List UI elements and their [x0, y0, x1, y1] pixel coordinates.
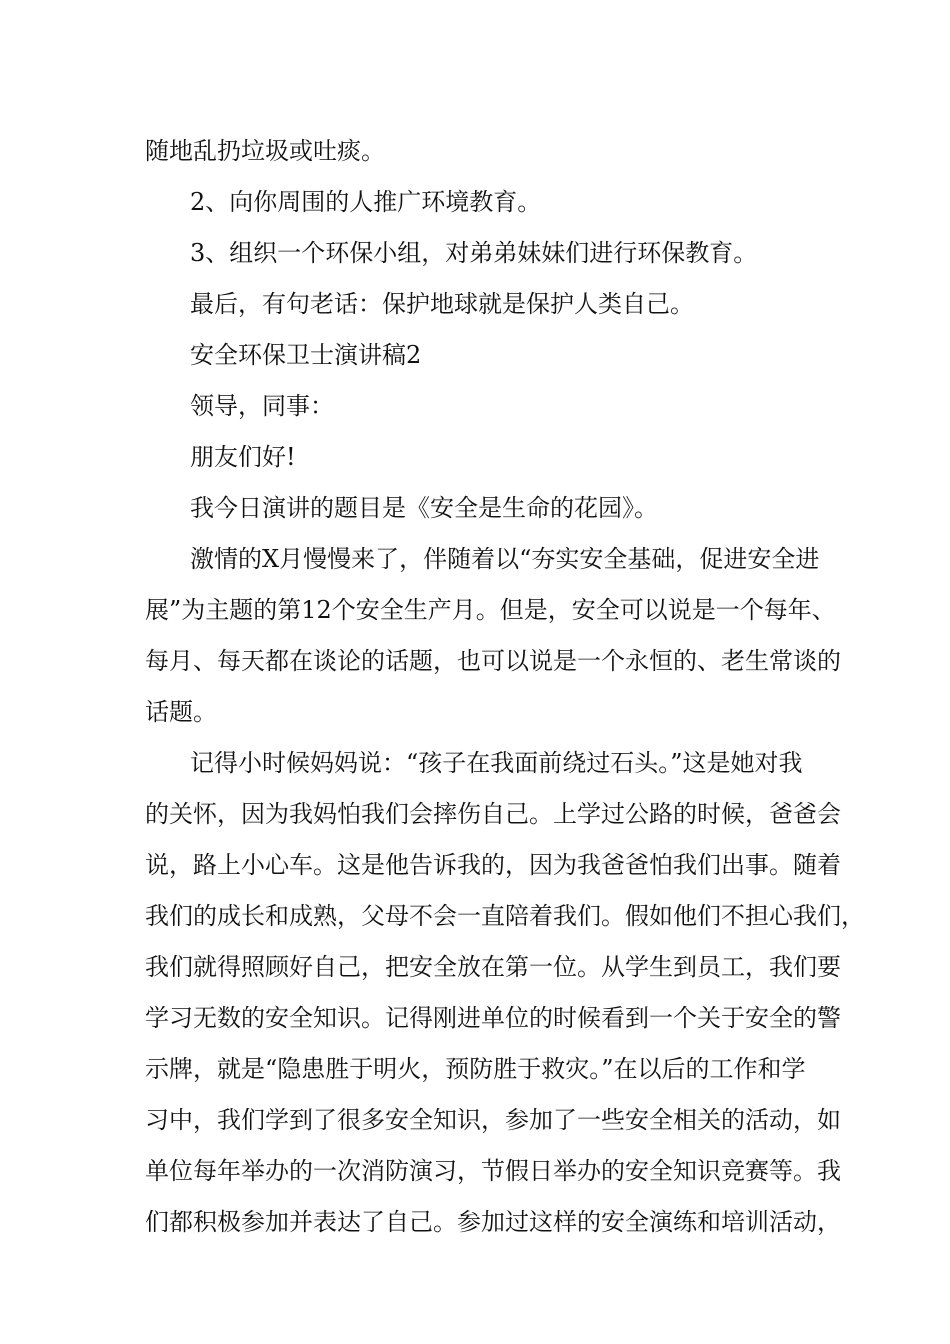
greeting: 朋友们好! — [190, 443, 296, 471]
text-line: 每月、每天都在谈论的话题，也可以说是一个永恒的、老生常谈的 — [145, 647, 841, 675]
list-item: 2、向你周围的人推广环境教育。 — [190, 188, 542, 216]
text-line: 的关怀，因为我妈怕我们会摔伤自己。上学过公路的时候，爸爸会 — [145, 800, 841, 828]
text-line: 我们就得照顾好自己，把安全放在第一位。从学生到员工，我们要 — [145, 953, 841, 981]
text-line: 最后，有句老话：保护地球就是保护人类自己。 — [190, 290, 694, 318]
text-line: 们都积极参加并表达了自己。参加过这样的安全演练和培训活动， — [145, 1208, 841, 1236]
text-line: 我们的成长和成熟，父母不会一直陪着我们。假如他们不担心我们， — [145, 902, 865, 930]
text-line: 激情的X月慢慢来了，伴随着以“夯实安全基础，促进安全进 — [190, 545, 820, 573]
list-item: 3、组织一个环保小组，对弟弟妹妹们进行环保教育。 — [190, 239, 758, 267]
text-line: 我今日演讲的题目是《安全是生命的花园》。 — [190, 494, 658, 522]
text-line: 示牌，就是“隐患胜于明火，预防胜于救灾。”在以后的工作和学 — [145, 1055, 806, 1083]
salutation: 领导，同事： — [190, 392, 334, 420]
text-line: 记得小时候妈妈说：“孩子在我面前绕过石头。”这是她对我 — [190, 749, 803, 777]
section-title: 安全环保卫士演讲稿2 — [190, 341, 422, 369]
text-line: 展”为主题的第12个安全生产月。但是，安全可以说是一个每年、 — [145, 596, 836, 624]
text-line: 习中，我们学到了很多安全知识，参加了一些安全相关的活动，如 — [145, 1106, 841, 1134]
text-line: 学习无数的安全知识。记得刚进单位的时候看到一个关于安全的警 — [145, 1004, 841, 1032]
text-line: 随地乱扔垃圾或吐痰。 — [145, 137, 385, 165]
text-line: 单位每年举办的一次消防演习，节假日举办的安全知识竞赛等。我 — [145, 1157, 841, 1185]
text-line: 说，路上小心车。这是他告诉我的，因为我爸爸怕我们出事。随着 — [145, 851, 841, 879]
text-line: 话题。 — [145, 698, 217, 726]
